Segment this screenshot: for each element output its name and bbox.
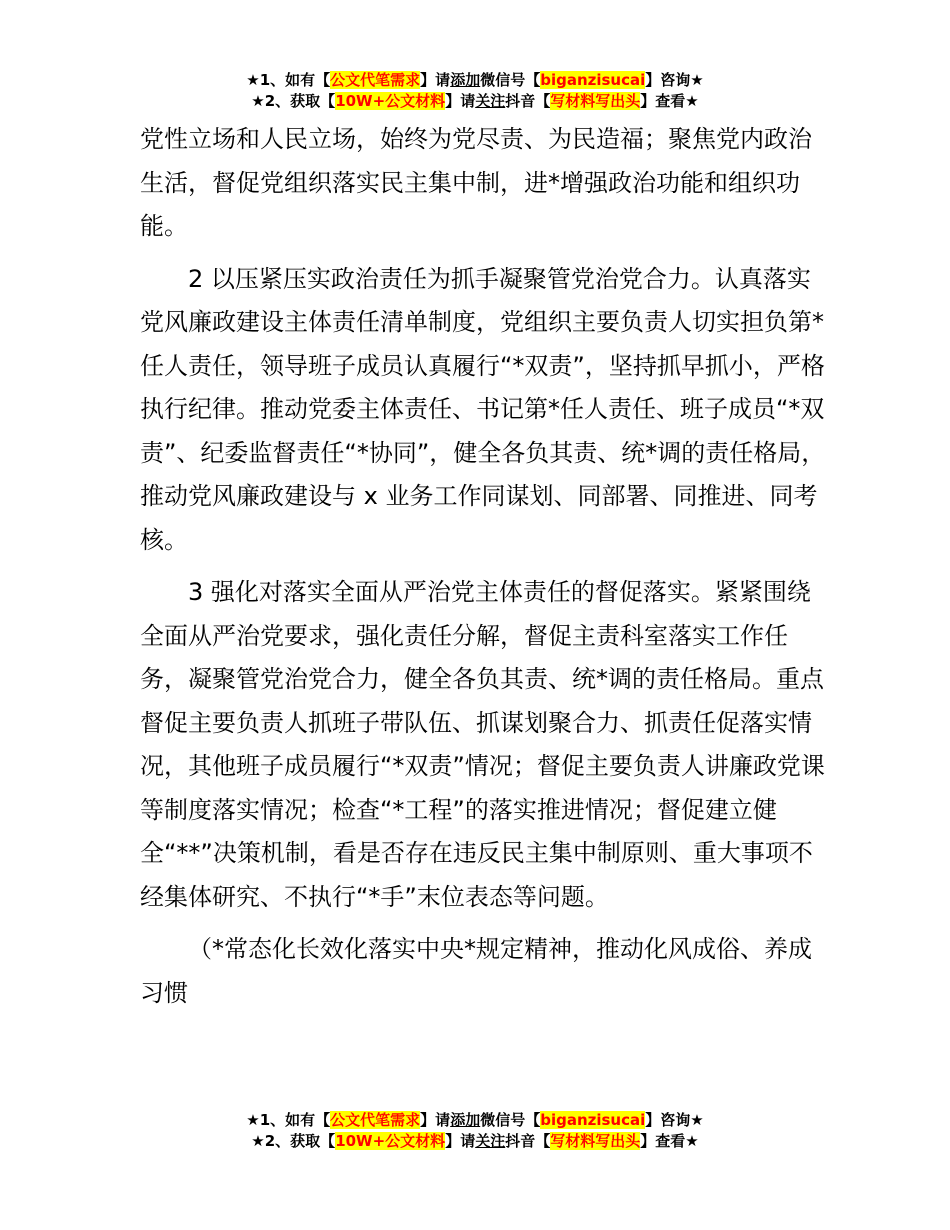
banner-underline: 添加 xyxy=(450,71,481,89)
header-banner xyxy=(0,70,950,112)
banner-text: ★1、如有【 xyxy=(246,1111,331,1129)
banner-highlight: 公文代笔需求 xyxy=(330,1111,421,1129)
document-body xyxy=(140,118,830,1015)
banner-highlight: biganzisucai xyxy=(540,1111,646,1129)
banner-text: 】咨询★ xyxy=(645,1111,704,1129)
banner-highlight: 写材料写出头 xyxy=(550,92,641,110)
banner-text: 】查看★ xyxy=(640,92,699,110)
banner-text: ★1、如有【 xyxy=(246,71,331,89)
banner-line-1 xyxy=(0,1110,950,1131)
banner-line-2 xyxy=(0,91,950,112)
paragraph-3: 3 强化对落实全面从严治党主体责任的督促落实。紧紧围绕全面从严治党要求，强化责任分解，督促主责科室落实工作任务，凝聚管党治党合力，健全各负其责、统*调的责任格局。重点督促主要负责人抓班子带队伍、抓谋划聚合力、抓责任促落实情况，其他班子成员履行“*双责”情况；督促主要负责人讲廉政党课等制度落实情况；检查“*工程”的落实推进情况；督促建立健全“**”决策机制，看是否存在违反民主集中制原则、重大事项不经集体研究、不执行“*手”末位表态等问题。 xyxy=(140,578,825,911)
banner-text: 抖音【 xyxy=(505,1132,551,1150)
banner-text: ★2、获取【 xyxy=(251,1132,336,1150)
banner-line-1 xyxy=(0,70,950,91)
banner-text: 微信号【 xyxy=(480,1111,541,1129)
banner-highlight: 公文代笔需求 xyxy=(330,71,421,89)
banner-text: 抖音【 xyxy=(505,92,551,110)
paragraph-4: （*常态化长效化落实中央*规定精神，推动化风成俗、养成习惯 xyxy=(140,935,812,1007)
banner-text: 】请 xyxy=(445,1132,476,1150)
banner-text: 】请 xyxy=(420,71,451,89)
banner-underline: 添加 xyxy=(450,1111,481,1129)
footer-banner xyxy=(0,1110,950,1152)
banner-highlight: 10W+公文材料 xyxy=(335,1132,446,1150)
banner-text: 】请 xyxy=(420,1111,451,1129)
paragraph-continued: 党性立场和人民立场，始终为党尽责、为民造福；聚焦党内政治生活，督促党组织落实民主集中制，进*增强政治功能和组织功能。 xyxy=(140,125,812,240)
banner-underline: 关注 xyxy=(475,1132,506,1150)
paragraph-2: 2 以压紧压实政治责任为抓手凝聚管党治党合力。认真落实党风廉政建设主体责任清单制度，党组织主要负责人切实担负第*任人责任，领导班子成员认真履行“*双责”，坚持抓早抓小，严格执行纪律。推动党委主体责任、书记第*任人责任、班子成员“*双责”、纪委监督责任“*协同”，健全各负其责、统*调的责任格局，推动党风廉政建设与 x 业务工作同谋划、同部署、同推进、同考核。 xyxy=(140,264,826,554)
banner-text: 】请 xyxy=(445,92,476,110)
banner-line-2 xyxy=(0,1131,950,1152)
banner-text: ★2、获取【 xyxy=(251,92,336,110)
banner-text: 】查看★ xyxy=(640,1132,699,1150)
banner-text: 】咨询★ xyxy=(645,71,704,89)
banner-underline: 关注 xyxy=(475,92,506,110)
banner-highlight: 10W+公文材料 xyxy=(335,92,446,110)
banner-text: 微信号【 xyxy=(480,71,541,89)
banner-highlight: biganzisucai xyxy=(540,71,646,89)
banner-highlight: 写材料写出头 xyxy=(550,1132,641,1150)
